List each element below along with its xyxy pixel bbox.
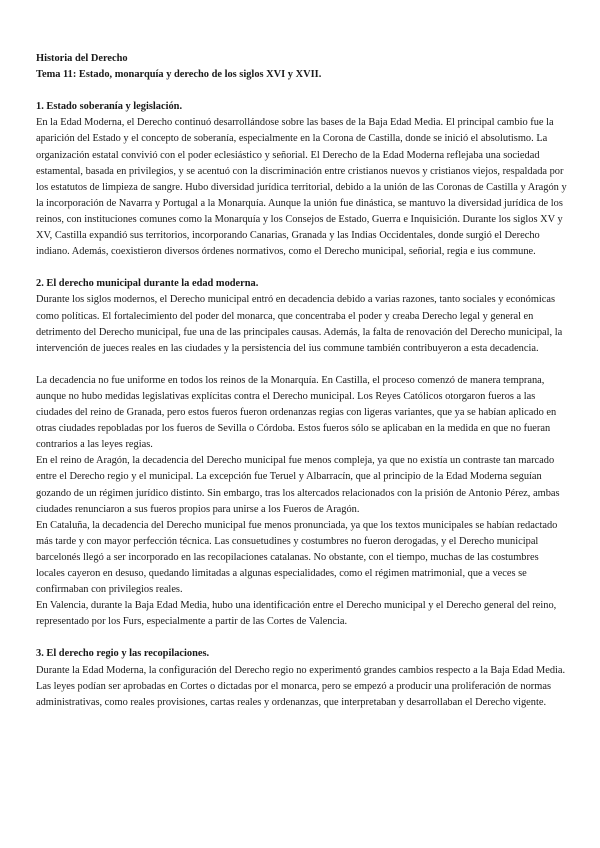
spacer <box>36 83 568 99</box>
topic-title: Tema 11: Estado, monarquía y derecho de los siglos XVI y XVII. <box>36 69 322 81</box>
section-2-paragraph-valencia: En Valencia, durante la Baja Edad Media, hubo una identificación entre el Derecho municipal y el Derecho general del reino, representado por los Furs, especialmente a partir de las Cortes de Valencia. <box>36 600 557 628</box>
section-2-paragraph-aragon: En el reino de Aragón, la decadencia del Derecho municipal fue menos compleja, ya que no existía un contraste tan marcado entre el Derecho regio y el municipal. La excepción fue Teruel y Albarracín, que al principio de la Edad Moderna seguían gozando de un régimen jurídico distinto. Sin embargo, tras los altercados relacionados con la prisión de Antonio Pérez, ambas ciudades renunciaron a sus fueros propios para unirse a los Fueros de Aragón. <box>36 455 560 515</box>
spacer <box>36 357 568 373</box>
section-1-paragraph: En la Edad Moderna, el Derecho continuó desarrollándose sobre las bases de la Baja Edad Media. El principal cambio fue la aparición del Estado y el concepto de soberanía, especialmente en la Corona de Castilla, donde se inició el absolutismo. La organización estatal convivió con el poder eclesiástico y señorial. El Derecho de la Edad Moderna reflejaba una sociedad estamental, basada en privilegios, y se acentuó con la discriminación entre cristianos nuevos y cristianos viejos, respaldada por los estatutos de limpieza de sangre. Hubo diversidad jurídica territorial, debido a la unión de las Coronas de Castilla y Aragón y la incorporación de Navarra y Portugal a la Monarquía. Aunque la unión fue dinástica, se mantuvo la diversidad jurídica de los reinos, con instituciones comunes como la Monarquía y los Consejos de Estado, Guerra e Inquisición. Durante los siglos XV y XV, Castilla expandió sus territorios, incorporando Canarias, Granada y las Indias Occidentales, donde surgió el Derecho indiano. Además, coexistieron diversos órdenes normativos, como el Derecho municipal, señorial, regia e ius commune. <box>36 117 567 258</box>
section-2-paragraph-1: Durante los siglos modernos, el Derecho municipal entró en decadencia debido a varias razones, tanto sociales y económicas como políticas. El fortalecimiento del poder del monarca, que concentraba el poder y creaba Derecho legal y general en detrimento del Derecho municipal, fue una de las principales causas. Además, la falta de renovación del Derecho municipal, la intervención de jueces reales en las ciudades y la persistencia del ius commune también contribuyeron a esta decadencia. <box>36 294 563 354</box>
spacer <box>36 630 568 646</box>
section-3-title: 3. El derecho regio y las recopilaciones. <box>36 648 210 660</box>
section-3-paragraph: Durante la Edad Moderna, la configuración del Derecho regio no experimentó grandes cambios respecto a la Baja Edad Media. Las leyes podían ser aprobadas en Cortes o dictadas por el monarca, pero se empezó a producir una proliferación de normas administrativas, como reales provisiones, cartas reales y ordenanzas, que interpretaban y desarrollaban el Derecho vigente. <box>36 664 566 708</box>
section-2-paragraph-cataluna: En Cataluña, la decadencia del Derecho municipal fue menos pronunciada, ya que los textos municipales se habían redactado más tarde y con mayor perfección técnica. Las consuetudines y costumbres no fueron derogadas, y el Derecho municipal barcelonés llegó a ser incorporado en las recopilaciones catalanas. No obstante, con el tiempo, muchas de las costumbres locales cayeron en desuso, quedando limitadas a algunas especialidades, como el régimen matrimonial, que a veces se confirmaban con privilegios reales. <box>36 519 558 596</box>
section-2-title: 2. El derecho municipal durante la edad moderna. <box>36 278 259 290</box>
spacer <box>36 260 568 276</box>
section-1-title: 1. Estado soberanía y legislación. <box>36 101 183 113</box>
section-2-paragraph-castilla: La decadencia no fue uniforme en todos los reinos de la Monarquía. En Castilla, el proceso comenzó de manera temprana, aunque no hubo medidas legislativas explícitas contra el Derecho municipal. Los Reyes Católicos otorgaron fueros a las ciudades del reino de Granada, pero estos fueros fueron ordenanzas regias con ligeras variantes, que ya se habían aplicado en otras ciudades repobladas por los fueros de Sevilla o Córdoba. Estos fueros sólo se aplicaban en la medida en que no fueran contrarios a las leyes regias. <box>36 374 557 451</box>
course-title: Historia del Derecho <box>36 53 128 64</box>
document-page <box>36 51 568 711</box>
